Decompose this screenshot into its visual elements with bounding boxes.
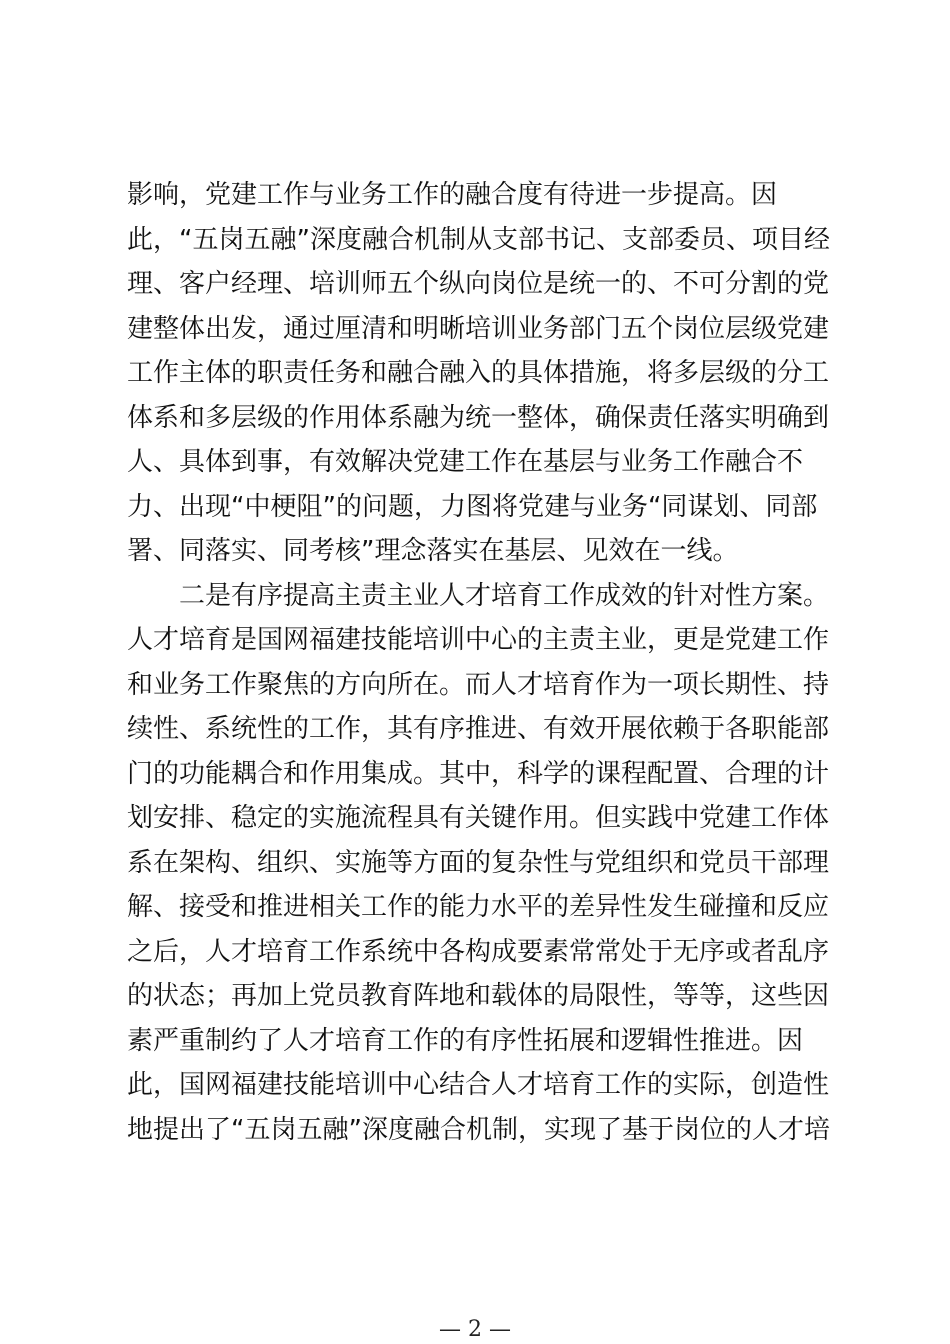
text-line: 体系和多层级的作用体系融为统一整体，确保责任落实明确到: [127, 402, 830, 433]
text-line: 工作主体的职责任务和融合融入的具体措施，将多层级的分工: [127, 358, 830, 388]
text-line: 二是有序提高主责主业人才培育工作成效的针对性方案。: [127, 580, 830, 611]
text-line: 门的功能耦合和作用集成。其中，科学的课程配置、合理的计: [127, 758, 830, 789]
text-line: 地提出了“五岗五融”深度融合机制，实现了基于岗位的人才培: [127, 1114, 830, 1145]
text-line: 署、同落实、同考核”理念落实在基层、见效在一线。: [127, 536, 739, 566]
text-line: 解、接受和推进相关工作的能力水平的差异性发生碰撞和反应: [127, 892, 830, 922]
text-line: 系在架构、组织、实施等方面的复杂性与党组织和党员干部理: [127, 847, 830, 878]
text-line: 续性、系统性的工作，其有序推进、有效开展依赖于各职能部: [127, 714, 830, 744]
text-line: 素严重制约了人才培育工作的有序性拓展和逻辑性推进。因: [127, 1025, 804, 1056]
body-text: [127, 173, 830, 1152]
text-line: 此，“五岗五融”深度融合机制从支部书记、支部委员、项目经: [127, 224, 830, 255]
text-line: 建整体出发，通过厘清和明晰培训业务部门五个岗位层级党建: [127, 313, 830, 344]
text-line: 影响，党建工作与业务工作的融合度有待进一步提高。因: [127, 180, 778, 210]
text-line: 人、具体到事，有效解决党建工作在基层与业务工作融合不: [127, 447, 804, 477]
page-number: — 2 —: [439, 1317, 511, 1342]
text-line: 理、客户经理、培训师五个纵向岗位是统一的、不可分割的党: [127, 269, 830, 299]
text-line: 和业务工作聚焦的方向所在。而人才培育作为一项长期性、持: [127, 669, 830, 700]
text-line: 之后，人才培育工作系统中各构成要素常常处于无序或者乱序: [127, 936, 830, 967]
text-line: 的状态；再加上党员教育阵地和载体的局限性，等等，这些因: [127, 981, 830, 1011]
text-line: 划安排、稳定的实施流程具有关键作用。但实践中党建工作体: [127, 803, 830, 833]
text-line: 此，国网福建技能培训中心结合人才培育工作的实际，创造性: [127, 1070, 830, 1100]
text-line: 人才培育是国网福建技能培训中心的主责主业，更是党建工作: [127, 625, 830, 655]
text-line: 力、出现“中梗阻”的问题，力图将党建与业务“同谋划、同部: [127, 491, 818, 522]
